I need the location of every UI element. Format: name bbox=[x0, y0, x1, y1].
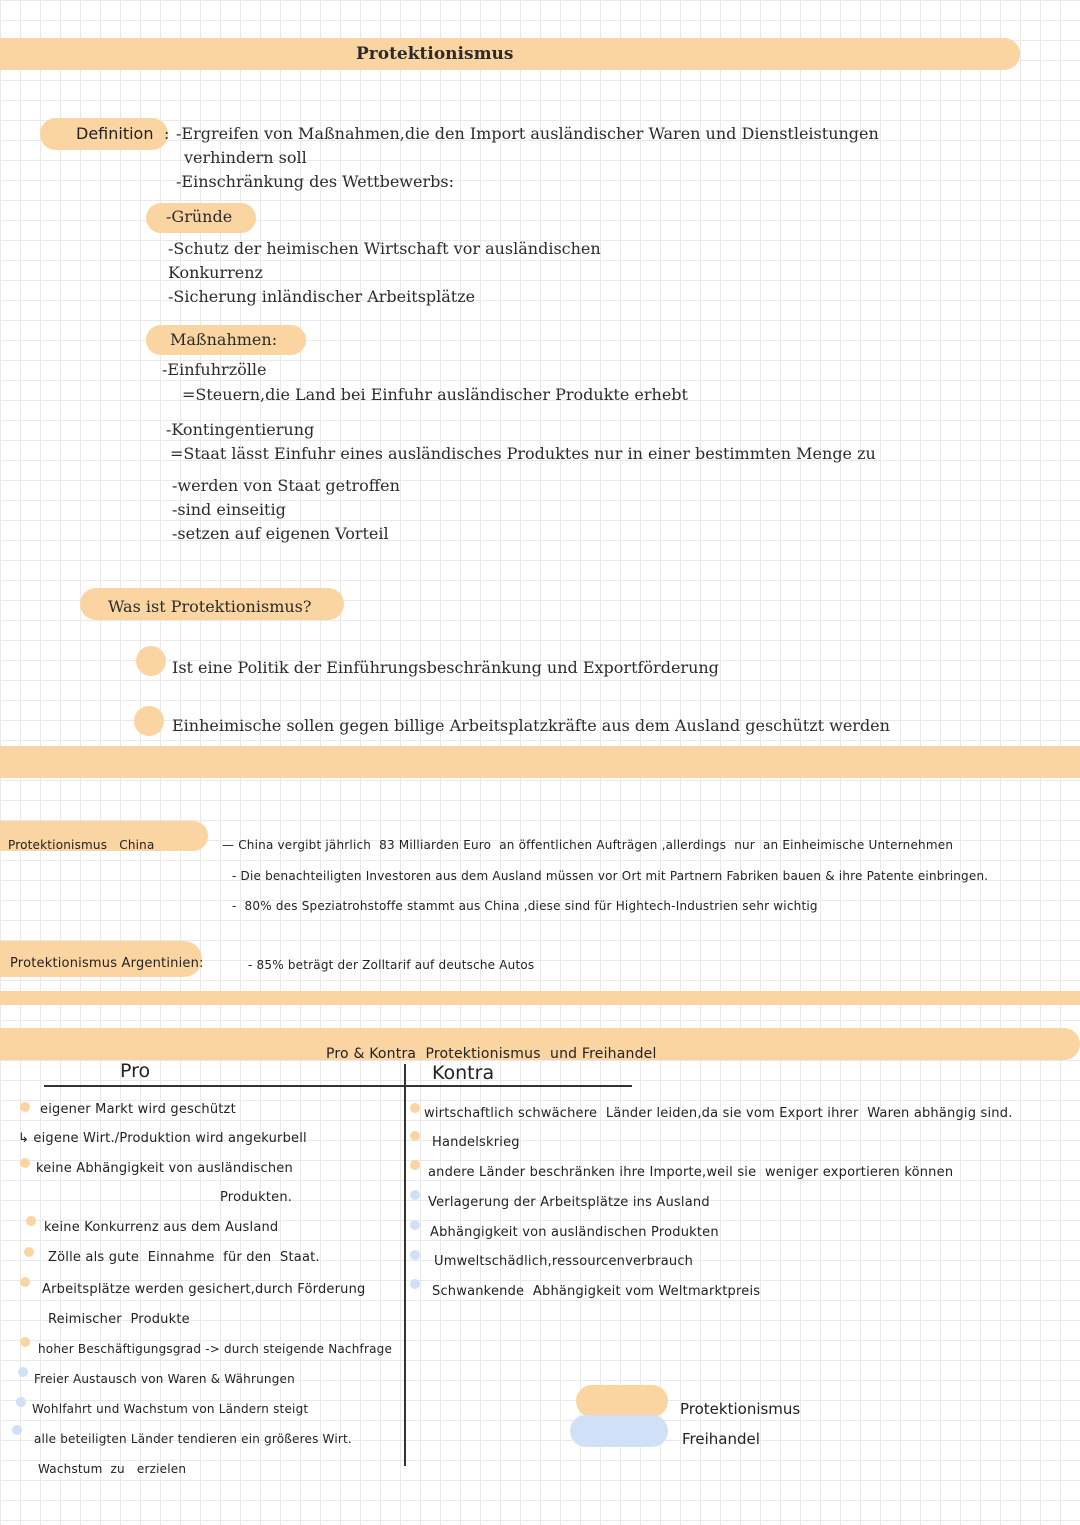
was-ist-point-1: Ist eine Politik der Einführungsbeschränkung und Exportförderung bbox=[172, 658, 719, 677]
kontra-bullet bbox=[410, 1279, 420, 1289]
china-point-1: — China vergibt jährlich 83 Milliarden Euro an öffentlichen Aufträgen ,allerdings nur an Einheimische Unternehmen bbox=[222, 838, 954, 852]
kontra-bullet bbox=[410, 1103, 420, 1113]
gruende-label: -Gründe bbox=[166, 207, 233, 226]
china-label: Protektionismus China bbox=[8, 838, 155, 852]
massnahmen-line-5: -werden von Staat getroffen bbox=[172, 476, 400, 495]
pro-item: Arbeitsplätze werden gesichert,durch Förderung bbox=[42, 1282, 366, 1297]
page-title: Protektionismus bbox=[356, 44, 514, 64]
legend-label-freihandel: Freihandel bbox=[682, 1430, 760, 1448]
pro-header: Pro bbox=[120, 1060, 151, 1082]
definition-label: Definition bbox=[76, 124, 154, 143]
massnahmen-line-3: -Kontingentierung bbox=[166, 420, 315, 439]
kontra-item: Abhängigkeit von ausländischen Produkten bbox=[430, 1225, 719, 1240]
kontra-bullet bbox=[410, 1250, 420, 1260]
massnahmen-line-1: -Einfuhrzölle bbox=[162, 360, 267, 379]
pro-item: hoher Beschäftigungsgrad -> durch steigende Nachfrage bbox=[38, 1342, 393, 1356]
massnahmen-line-6: -sind einseitig bbox=[172, 500, 286, 519]
pro-item: Freier Austausch von Waren & Währungen bbox=[34, 1372, 295, 1386]
pro-item: Zölle als gute Einnahme für den Staat. bbox=[48, 1250, 320, 1265]
gruende-line-2: Konkurrenz bbox=[168, 263, 263, 282]
was-ist-label: Was ist Protektionismus? bbox=[108, 597, 312, 616]
definition-line-1: -Ergreifen von Maßnahmen,die den Import ausländischer Waren und Dienstleistungen bbox=[176, 124, 879, 143]
massnahmen-line-4: =Staat lässt Einfuhr eines ausländisches Produktes nur in einer bestimmten Menge zu bbox=[170, 444, 876, 463]
pro-item: Wachstum zu erzielen bbox=[38, 1462, 187, 1476]
legend-swatch-freihandel bbox=[570, 1415, 668, 1447]
pro-item: alle beteiligten Länder tendieren ein größeres Wirt. bbox=[34, 1432, 352, 1446]
thin-divider bbox=[0, 991, 1080, 1005]
argentinien-label: Protektionismus Argentinien: bbox=[10, 956, 204, 971]
kontra-item: wirtschaftlich schwächere Länder leiden,da sie vom Export ihrer Waren abhängig sind. bbox=[424, 1106, 1013, 1121]
gruende-line-3: -Sicherung inländischer Arbeitsplätze bbox=[168, 287, 476, 306]
pro-item: eigener Markt wird geschützt bbox=[40, 1102, 236, 1117]
kontra-bullet bbox=[410, 1160, 420, 1170]
legend-swatch-protektionismus bbox=[576, 1385, 668, 1417]
bullet-dot bbox=[134, 706, 164, 736]
pro-item: ↳ eigene Wirt./Produktion wird angekurbell bbox=[18, 1131, 307, 1146]
pro-bullet bbox=[20, 1277, 30, 1287]
table-vertical-line bbox=[404, 1064, 406, 1466]
definition-colon: : bbox=[164, 124, 170, 143]
pro-bullet bbox=[12, 1425, 22, 1435]
pro-item: keine Abhängigkeit von ausländischen bbox=[36, 1161, 293, 1176]
massnahmen-label: Maßnahmen: bbox=[170, 330, 278, 349]
definition-line-3: -Einschränkung des Wettbewerbs: bbox=[176, 172, 454, 191]
gruende-line-1: -Schutz der heimischen Wirtschaft vor ausländischen bbox=[168, 239, 601, 258]
pro-bullet bbox=[20, 1337, 30, 1347]
pro-item: keine Konkurrenz aus dem Ausland bbox=[44, 1220, 279, 1235]
was-ist-point-2: Einheimische sollen gegen billige Arbeitsplatzkräfte aus dem Ausland geschützt werden bbox=[172, 716, 890, 735]
section-divider-band bbox=[0, 746, 1080, 778]
pro-kontra-title: Pro & Kontra Protektionismus und Freihandel bbox=[326, 1046, 657, 1062]
kontra-item: Handelskrieg bbox=[432, 1135, 520, 1150]
kontra-item: Schwankende Abhängigkeit vom Weltmarktpreis bbox=[432, 1284, 761, 1299]
massnahmen-line-2: =Steuern,die Land bei Einfuhr ausländischer Produkte erhebt bbox=[182, 385, 688, 404]
definition-line-2: verhindern soll bbox=[184, 148, 307, 167]
kontra-header: Kontra bbox=[432, 1062, 495, 1084]
argentinien-point-1: - 85% beträgt der Zolltarif auf deutsche Autos bbox=[248, 958, 535, 972]
pro-bullet bbox=[20, 1102, 30, 1112]
pro-item: Produkten. bbox=[220, 1190, 293, 1205]
table-horizontal-line bbox=[44, 1085, 632, 1087]
pro-item: Wohlfahrt und Wachstum von Ländern steigt bbox=[32, 1402, 309, 1416]
kontra-item: andere Länder beschränken ihre Importe,weil sie weniger exportieren können bbox=[428, 1165, 954, 1180]
bullet-dot bbox=[136, 646, 166, 676]
legend-label-protektionismus: Protektionismus bbox=[680, 1400, 801, 1418]
pro-bullet bbox=[18, 1367, 28, 1377]
pro-bullet bbox=[20, 1158, 30, 1168]
pro-bullet bbox=[24, 1247, 34, 1257]
kontra-item: Verlagerung der Arbeitsplätze ins Ausland bbox=[428, 1195, 710, 1210]
pro-bullet bbox=[26, 1216, 36, 1226]
kontra-bullet bbox=[410, 1190, 420, 1200]
kontra-bullet bbox=[410, 1220, 420, 1230]
china-point-2: - Die benachteiligten Investoren aus dem Ausland müssen vor Ort mit Partnern Fabriken bauen & ihre Patente einbringen. bbox=[232, 869, 989, 883]
pro-bullet bbox=[16, 1397, 26, 1407]
massnahmen-line-7: -setzen auf eigenen Vorteil bbox=[172, 524, 389, 543]
kontra-item: Umweltschädlich,ressourcenverbrauch bbox=[434, 1254, 694, 1269]
china-point-3: - 80% des Speziatrohstoffe stammt aus China ,diese sind für Hightech-Industrien sehr wichtig bbox=[232, 899, 818, 913]
kontra-bullet bbox=[410, 1131, 420, 1141]
pro-item: Reimischer Produkte bbox=[48, 1312, 190, 1327]
